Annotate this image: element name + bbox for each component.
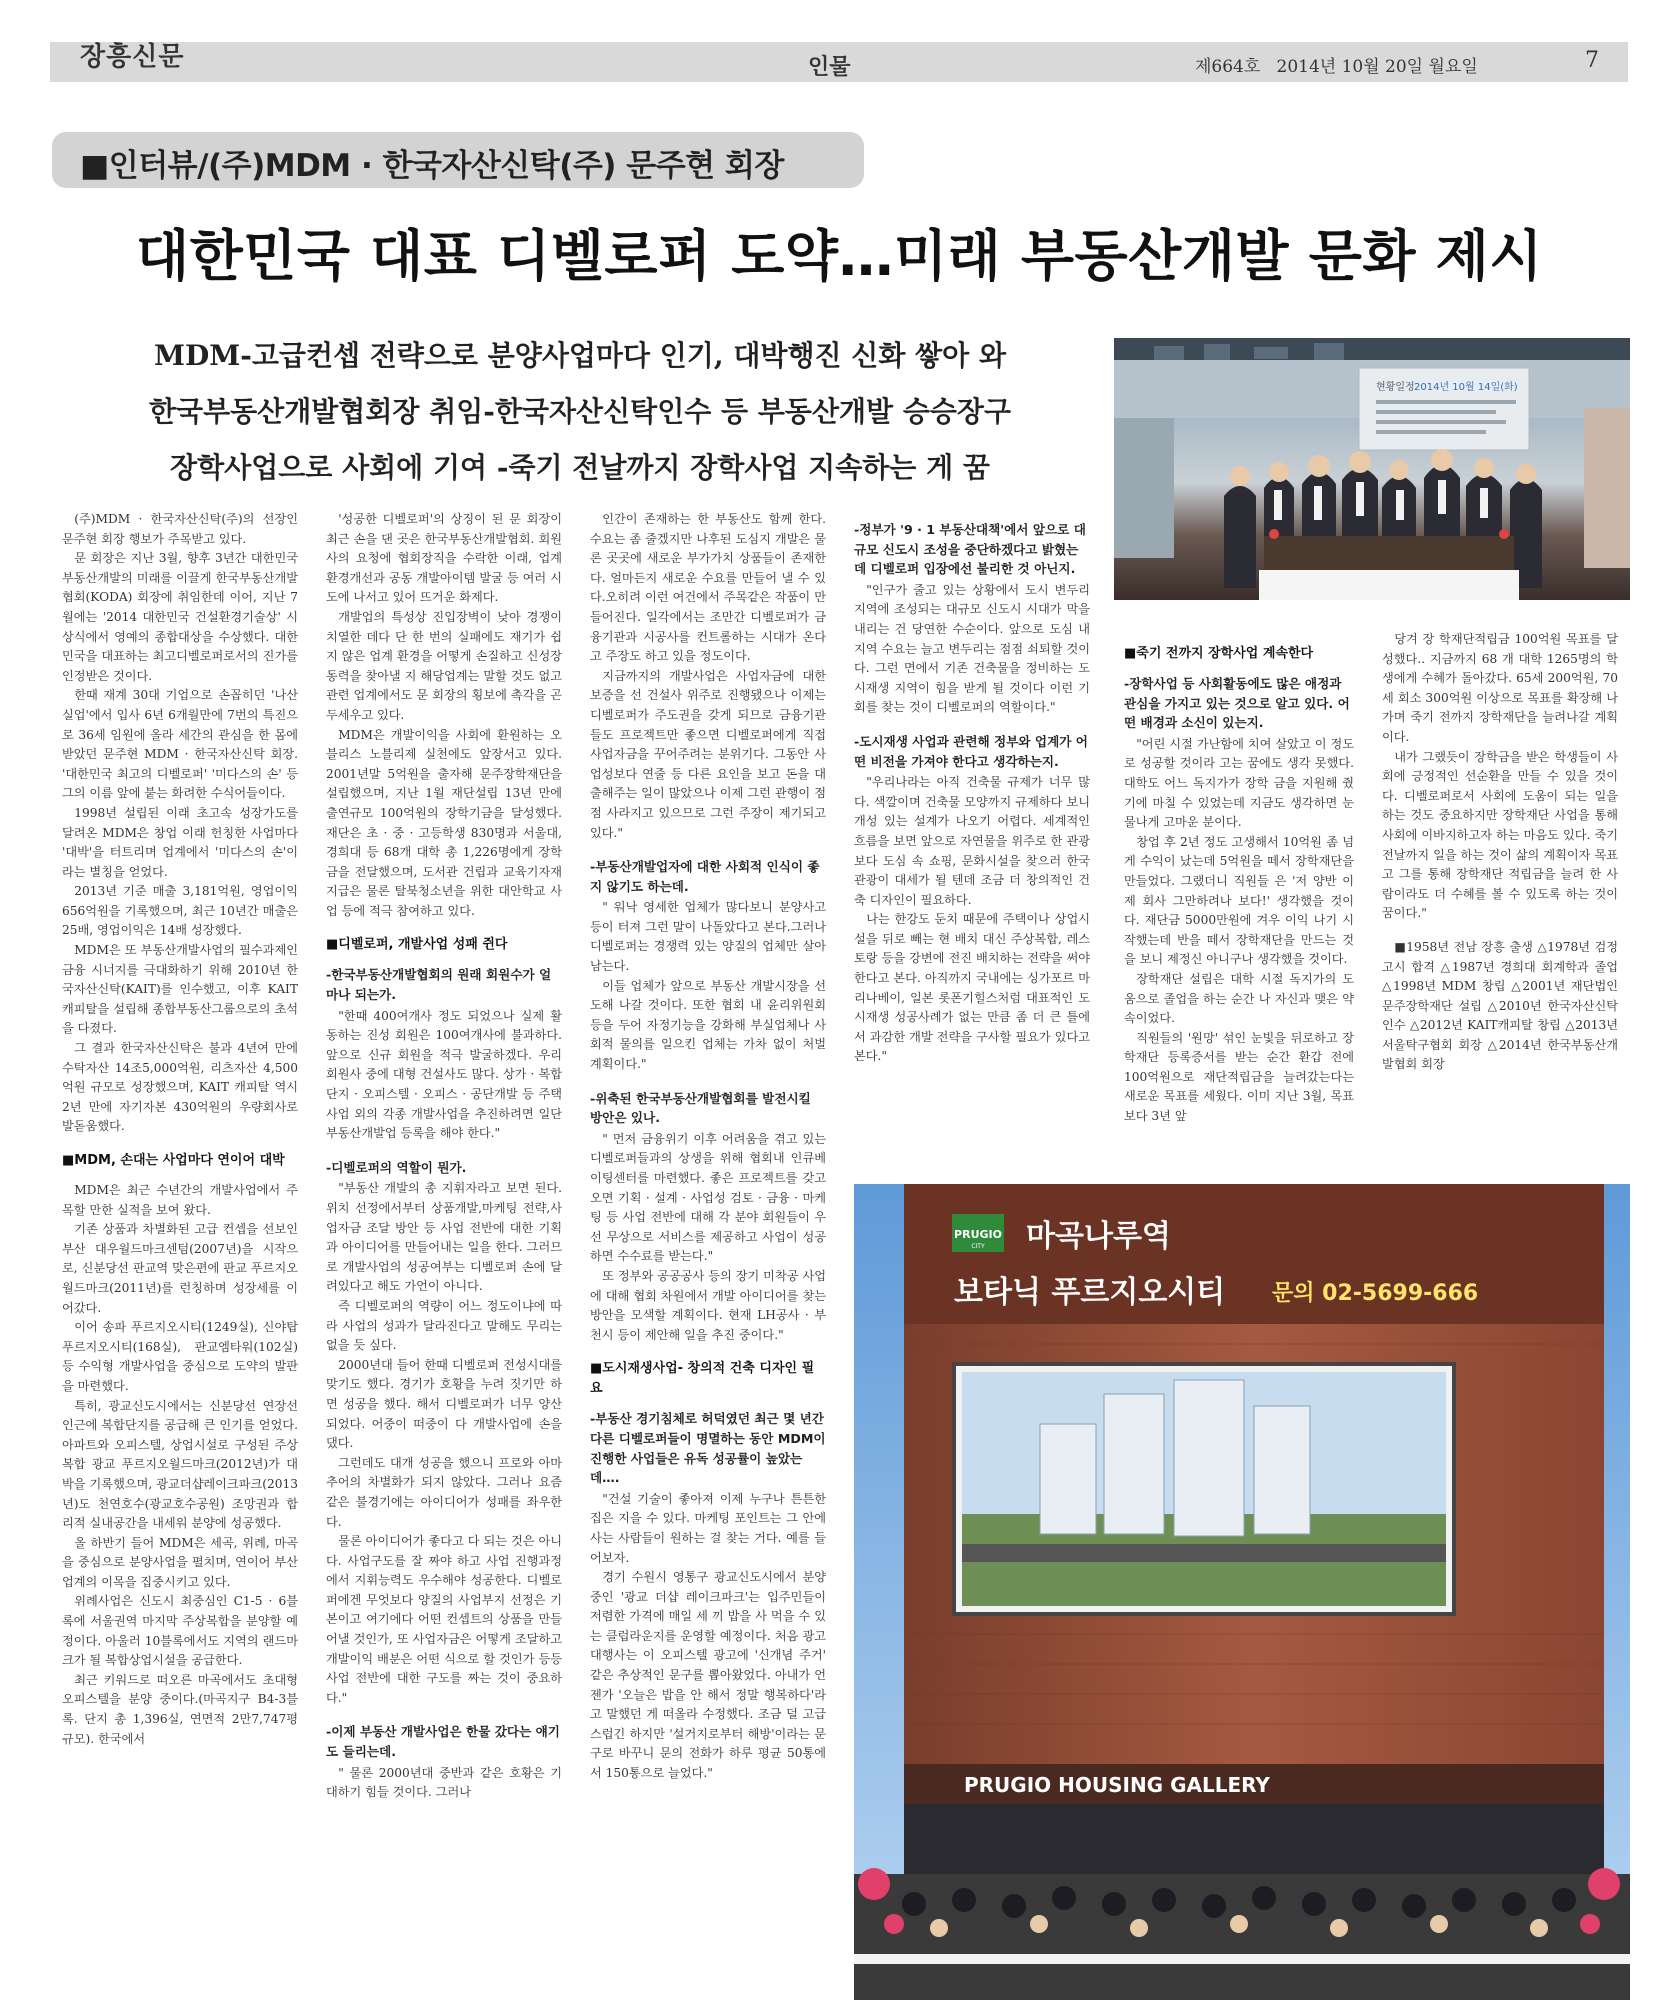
paragraph: MDM은 또 부동산개발사업의 필수과제인 금융 시너지를 극대화하기 위해 2010년 한국자산신탁(KAIT)를 인수했고, 이후 KAIT 캐피탈을 설립해 종합부동산그룹으로의 초석을 다졌다. [62, 943, 298, 1036]
svg-text:2014년 10월 14일(화): 2014년 10월 14일(화) [1414, 382, 1518, 393]
interview-question: -장학사업 등 사회활동에도 많은 애정과 관심을 가지고 있는 것으로 알고 있다. 어떤 배경과 소신이 있는지. [1124, 676, 1350, 731]
paragraph: 2013년 기준 매출 3,181억원, 영업이익 656억원을 기록했으며, 최근 10년간 매출은 25배, 영업이익은 14배 성장했다. [62, 884, 298, 938]
page-number: 7 [1585, 48, 1599, 73]
svg-text:문의 02-5699-666: 문의 02-5699-666 [1272, 1281, 1479, 1306]
article-column-5 [1124, 630, 1354, 1127]
paragraph: 특히, 광교신도시에서는 신분당선 연장선 인근에 복합단지를 공급해 큰 인기를 얻었다. 아파트와 오피스텔, 상업시설로 구성된 주상복합 광교 푸르지오월드마크(2012년)가 대박을 기록했으며, 광교더샵레이크파크(2013년)도 천연호수(광교호수공원) 조망권과 합리적 실내공간을 내세워 분양에 성공했다. [62, 1398, 298, 1531]
interview-question: -디벨로퍼의 역할이 뭔가. [326, 1159, 467, 1175]
paragraph: 개발업의 특성상 진입장벽이 낮아 경쟁이 치열한 데다 단 한 번의 실패에도 재기가 쉽지 않은 업계 환경을 어떻게 손질하고 신성장동력을 찾아낼 지 해당업계는 말할 것도 없고 관련 업계에서도 문 회장의 횡보에 촉각을 곤두세우고 있다. [326, 609, 562, 722]
paragraph: 인간이 존재하는 한 부동산도 함께 한다. 수요는 좀 줄겠지만 나후된 도심지 개발은 물론 곳곳에 새로운 부가가치 상품들이 존재한다. 얼마든지 새로운 수요를 만들어 낼 수 있다.오히려 이런 여건에서 주목같은 작품이 만들어진다. 일각에서는 조만간 디벨로퍼가 금융기관과 시공사를 컨트롤하는 시대가 온다고 주장도 하고 있을 정도이다. [590, 512, 826, 664]
paragraph: 최근 키워드로 떠오른 마곡에서도 초대형 오피스텔을 분양 중이다.(마곡지구 B4-3블록. 단지 총 1,396실, 연면적 2만7,747평 규모). 한국에서 [62, 1672, 298, 1746]
paragraph: "우리나라는 아직 건축물 규제가 너무 많다. 색깔이며 건축물 모양까지 규제하다 보니 개성 있는 설계가 나오기 어렵다. 세계적인 흐름을 보면 앞으로 자연물을 위주로 한 관광보다 도심 속 쇼핑, 문화시설을 찾으러 한국 관광이 대세가 될 텐데 조금 더 창의적인 건축 디자인이 필요하다. [854, 775, 1090, 907]
subheadline-1: MDM-고급컨셉 전략으로 분양사업마다 인기, 대박행진 신화 쌓아 와 [153, 339, 1007, 372]
paragraph: 위례사업은 신도시 최중심인 C1-5 · 6블록에 서울권역 마지막 주상복합을 분양할 예정이다. 아울러 10블록에서도 지역의 랜드마크가 될 복합상업시설을 공급한다. [62, 1594, 298, 1668]
subheadline-3: 장학사업으로 사회에 기여 -죽기 전날까지 장학사업 지속하는 게 꿈 [170, 451, 990, 484]
paragraph: 한때 재계 30대 기업으로 손꼽히던 '나산실업'에서 입사 6년 6개월만에 7번의 특진으로 36세 임원에 올라 세간의 관심을 한 몸에 받았던 문주현 MDM · 한국자산신탁 회장. '대한민국 최고의 디벨로퍼' '미다스의 손' 등 그의 이름 앞에 붙는 화려한 수식어들이다. [62, 688, 298, 801]
svg-text:PRUGIO HOUSING GALLERY: PRUGIO HOUSING GALLERY [964, 1773, 1270, 1797]
article-column-2 [326, 510, 562, 1803]
paragraph: " 물론 2000년대 중반과 같은 호황은 기대하기 힘들 것이다. 그러나 [326, 1765, 562, 1800]
svg-text:PRUGIO: PRUGIO [954, 1228, 1002, 1241]
paragraph: 1998년 설립된 이래 초고속 성장가도를 달려온 MDM은 창업 이래 헌칭한 사업마다 '대박'을 터트리며 업계에서 '미다스의 손'이라는 별칭을 얻었다. [62, 805, 298, 879]
section-heading: ■디벨로퍼, 개발사업 성패 쥔다 [326, 937, 508, 953]
interview-question: -위축된 한국부동산개발협회를 발전시킬 방안은 있나. [590, 1090, 811, 1126]
article-column-6 [1382, 630, 1618, 1075]
interview-question: -도시재생 사업과 관련해 정부와 업계가 어떤 비전을 가져야 한다고 생각하는지. [854, 733, 1088, 769]
paragraph: MDM은 최근 수년간의 개발사업에서 주목할 만한 실적을 보여 왔다. [62, 1183, 298, 1217]
paragraph: 당겨 장 학재단적립금 100억원 목표를 달성했다.. 지금까지 68 개 대학 1265명의 학생에게 수혜가 돌아갔다. 65세 200억원, 70세 회소 300억원 이상으로 목표를 확장해 나 가며 죽기 전까지 장학재단을 늘려나갈 계획이다. [1382, 632, 1618, 744]
paragraph: " 워낙 영세한 업체가 많다보니 분양사고 등이 터져 그런 말이 나돌았다고 본다.그러나 디벨로퍼는 경쟁력 있는 양질의 업체만 살아남는다. [590, 900, 826, 974]
article-column-3 [590, 510, 826, 1784]
svg-text:보타닉 푸르지오시티: 보타닉 푸르지오시티 [954, 1275, 1226, 1310]
paragraph: 내가 그랬듯이 장학금을 받은 학생들이 사회에 긍정적인 선순환을 만들 수 있을 것이다. 디벨로퍼로서 사회에 도움이 되는 일을 하는 것도 중요하지만 장학재단 사업을 통해 사회에 이바지하고자 하는 마음도 있다. 죽기 전날까지 일을 하는 것이 삶의 계획이자 목표고 그를 통해 장학재단 적립금을 늘려 한 사람이라도 더 수혜를 볼 수 있도록 하는 것이 꿈이다." [1382, 749, 1618, 921]
paragraph: '성공한 디벨로퍼'의 상징이 된 문 회장이 최근 손을 댄 곳은 한국부동산개발협회. 회원사의 요청에 협회장직을 수락한 이래, 업계 환경개선과 공동 개발아이템 발굴 등 여러 시도에 나서고 있어 뜨거운 화제다. [326, 512, 562, 605]
section-name: 인물 [808, 55, 851, 80]
paragraph: 이들 업체가 앞으로 부동산 개발시장을 선도해 나갈 것이다. 또한 협회 내 윤리위원회 등을 두어 자정기능을 강화해 부실업체나 사회적 물의를 일으킨 업체는 가차 없이 처벌 계획이다." [590, 978, 826, 1072]
svg-text:CITY: CITY [971, 1243, 985, 1250]
paragraph: 물론 아이디어가 좋다고 다 되는 것은 아니다. 사업구도를 잘 짜야 하고 사업 진행과정에서 지휘능력도 우수해야 성공한다. 디벨로퍼에겐 무엇보다 양질의 사업부지 선정은 기본이고 여기에다 어떤 컨셉트의 상품을 만들어낼 것인가, 또 사업자금은 어떻게 조달하고 개발이익 배분은 어떤 식으로 할 것인가 등등 사업 전반에 대한 구도를 짜는 것이 중요하다." [326, 1534, 562, 1705]
interview-question: -부동산 경기침체로 허덕였던 최근 몇 년간 다른 디벨로퍼들이 명멸하는 동안 MDM이 진행한 사업들은 유독 성공률이 높았는데…. [590, 1411, 826, 1486]
interview-question: -한국부동산개발협회의 원래 회원수가 얼마나 되는가. [326, 967, 552, 1003]
biography: ■1958년 전남 장흥 출생 △1978년 검정고시 합격 △1987년 경희대 회계학과 졸업 △1998년 MDM 창립 △2001년 재단법인 문주장학재단 설립 △2010년 한국자산신탁 인수 △2012년 KAIT캐피탈 창립 △2013년 서울탁구협회 회장 △2014년 한국부동산개발협회 회장 [1382, 939, 1618, 1072]
interview-question: -정부가 '9 · 1 부동산대책'에서 앞으로 대규모 신도시 조성을 중단하겠다고 밝혔는데 디벨로퍼 입장에선 불리한 것 아닌지. [854, 522, 1086, 577]
ceremony-photo-image [1114, 338, 1630, 600]
paragraph: " 먼저 금융위기 이후 어려움을 겪고 있는 디벨로퍼들과의 상생을 위해 협회내 인큐베이팅센터를 마련했다. 좋은 프로젝트를 갖고 오면 기획 · 설계 · 사업성 검토 · 금융 · 마케팅 등 사업 전반에 대해 각 분야 회원들이 우선 무상으로 서비스를 제공하고 사업이 성공하면 수수료를 받는다." [590, 1131, 826, 1264]
section-heading: ■죽기 전까지 장학사업 계속한다 [1124, 646, 1314, 661]
paragraph: "인구가 줄고 있는 상황에서 도시 변두리 지역에 조성되는 대규모 신도시 시대가 막을 내리는 건 당연한 수순이다. 앞으로 도심 내 지역 수요는 늘고 변두리는 점점 쇠퇴할 것이다. 그런 면에서 기존 건축물을 정비하는 도시재생 지역이 힘을 받게 될 것이다 이런 기회를 찾는 것이 디벨로퍼의 역할이다." [854, 582, 1090, 715]
interview-tag [52, 132, 864, 188]
paragraph: "한때 400여개사 정도 되었으나 실제 활동하는 진성 회원은 100여개사에 불과하다. 앞으로 신규 회원을 적극 발굴하겠다. 우리 회원사 중에 대형 건설사도 많다. 상가 · 복합단지 · 오피스텔 · 오피스 · 공단개발 등 주택사업 외의 각종 개발사업을 추진하려면 일단 부동산개발업 등록을 해야 한다." [326, 1008, 562, 1141]
paragraph: 기존 상품과 차별화된 고급 컨셉을 선보인 부산 대우월드마크센텀(2007년)을 시작으로, 신분당선 판교역 맞은편에 판교 푸르지오 월드마크(2011년)를 런칭하며 성장세를 이어갔다. [62, 1222, 298, 1315]
interview-question: -이제 부동산 개발사업은 한물 갔다는 얘기도 들리는데. [326, 1724, 560, 1760]
paragraph: 올 하반기 들어 MDM은 세곡, 위례, 마곡을 중심으로 분양사업을 펼치며, 연이어 부산업계의 이목을 집중시키고 있다. [62, 1535, 298, 1589]
paragraph: 그 결과 한국자산신탁은 불과 4년여 만에 수탁자산 14조5,000억원, 리츠자산 4,500억원 규모로 성장했으며, KAIT 캐피탈 역시 2년 만에 자기자본 430억원의 우량회사로 발돋움했다. [62, 1041, 298, 1134]
paragraph: 경기 수원시 영통구 광교신도시에서 분양 중인 '광교 더샵 레이크파크'는 입주민들이 저렴한 가격에 매일 세 끼 밥을 사 먹을 수 있는 클럽라운지를 운영할 예정이다. 처음 광고대행사는 이 오피스텔 광고에 '신개념 주거' 같은 추상적인 문구를 뽑아왔었다. 아내가 언젠가 '오늘은 밥을 안 해서 정말 행복하다'라고 말했던 게 떠올라 수정했다. 조금 덜 고급스럽긴 하지만 '설거지로부터 해방'이라는 문구로 바꾸니 문의 전화가 하루 평균 50통에서 150통으로 늘었다." [590, 1570, 826, 1781]
subheadlines [60, 328, 1100, 496]
paragraph: "건설 기술이 좋아져 이제 누구나 튼튼한 집은 지을 수 있다. 마케팅 포인트는 그 안에 사는 사람들이 원하는 걸 찾는 거다. 예를 들어보자. [590, 1491, 826, 1565]
paragraph: 지금까지의 개발사업은 사업자금에 대한 보증을 선 건설사 위주로 진행됐으나 이제는 디벨로퍼가 주도권을 갖게 되므로 금융기관들도 프로젝트만 좋으면 디벨로퍼에게 직접 사업자금을 꾸어주려는 분위기다. 그동안 사업성보다 연줄 등 다른 요인을 보고 돈을 대출해주는 일이 많았으나 이제 그런 관행이 점점 사라지고 있으므로 그런 주장이 제기되고 있다." [590, 668, 826, 840]
paragraph: 장학재단 설립은 대학 시절 독지가의 도움으로 졸업을 하는 순간 나 자신과 맺은 약속이었다. [1124, 971, 1354, 1026]
article-column-1 [62, 510, 298, 1749]
building-photo-image [854, 1184, 1630, 2000]
interview-question: -부동산개발업자에 대한 사회적 인식이 좋지 않기도 하는데. [590, 859, 820, 894]
paragraph: (주)MDM · 한국자산신탁(주)의 선장인 문주현 회장 행보가 주목받고 있다. [62, 512, 298, 546]
paragraph: "어린 시절 가난함에 치여 살았고 이 정도로 성공할 것이라 고는 꿈에도 생각 못했다. 대학도 어느 독지가가 장학 금을 지원해 줬기에 마칠 수 있었는데 지금도 생각하면 눈물나게 고마운 분이다. [1124, 736, 1354, 830]
ceremony-photo [1114, 338, 1630, 600]
issue-info: 제664호 2014년 10월 20일 월요일 [1195, 57, 1478, 77]
paragraph: 2000년대 들어 한때 디벨로퍼 전성시대를 맞기도 했다. 경기가 호황을 누려 짓기만 하면 성공을 했다. 해서 디벨로퍼가 너무 양산되었다. 어중이 떠중이 다 개발사업에 손을 댔다. [326, 1357, 562, 1451]
section-heading: ■MDM, 손대는 사업마다 연이어 대박 [62, 1153, 285, 1168]
paragraph: 직원들의 '원망' 섞인 눈빛을 뒤로하고 장학재단 등록증서를 받는 순간 환갑 전에 100억원으로 재단적립금을 늘려갔는다는 새로운 목표를 세웠다. 이미 지난 3월, 목표보다 3년 앞 [1124, 1030, 1354, 1124]
paragraph: 나는 한강도 둔치 때문에 주택이나 상업시설을 뒤로 빼는 현 배치 대신 주상복합, 레스토랑 등을 강변에 전진 배치하는 전략을 써야 한다고 본다. 아직까지 국내에는 싱가포르 마리나베이, 일본 롯폰기힐스처럼 대표적인 도시재생 성공사례가 없는 만큼 좀 더 큰 틀에서 과감한 개발 전략을 구사할 필요가 있다고 본다." [854, 912, 1090, 1064]
paper-name: 장흥신문 [80, 42, 185, 72]
paragraph: MDM은 개발이익을 사회에 환원하는 오블리스 노블리제 실천에도 앞장서고 있다. 2001년말 5억원을 출자해 문주장학재단을 설립했으며, 지난 1월 재단설립 13년 만에 출연규모 100억원의 장학기금을 달성했다. 재단은 초 · 중 · 고등학생 830명과 서울대, 경희대 등 68개 대학 총 1,226명에게 장학금을 전달했으며, 도서관 건립과 교육기자재 지급은 물론 탈북청소년을 위한 대안학교 사업 등에 적극 참여하고 있다. [326, 727, 562, 918]
svg-text:현황일정: 현황일정 [1376, 382, 1415, 393]
paragraph: "부동산 개발의 총 지휘자라고 보면 된다. 위치 선정에서부터 상품개발,마케팅 전략,사업자금 조달 방안 등 사업 전반에 대한 기획과 아이디어를 만들어내는 일을 한다. 그러므로 개발사업의 성공여부는 디벨로퍼 손에 달려있다고 해도 가언이 아니다. [326, 1181, 562, 1294]
svg-text:마곡나루역: 마곡나루역 [1026, 1219, 1171, 1254]
paragraph: 즉 디벨로퍼의 역량이 어느 정도이냐에 따라 사업의 성과가 달라진다고 말해도 무리는 없을 듯 싶다. [326, 1298, 562, 1353]
headline: 대한민국 대표 디벨로퍼 도약…미래 부동산개발 문화 제시 [136, 224, 1543, 288]
building-photo [854, 1184, 1630, 2000]
paragraph: 이어 송파 푸르지오시티(1249실), 신야탑 푸르지오시티(168실), 판교엠타워(102실) 등 수익형 개발사업을 중심으로 도약의 발판을 마련했다. [62, 1320, 298, 1393]
paragraph: 또 정부와 공공공사 등의 장기 미착공 사업에 대해 협회 차원에서 개발 아이디어를 찾는 방안을 모색할 계획이다. 현재 LH공사 · 부천시 등이 제안해 일을 추진 중이다." [590, 1268, 826, 1342]
paragraph: 그런데도 대개 성공을 했으니 프로와 아마추어의 차별화가 되지 않았다. 그러나 요즘 같은 불경기에는 아이디어가 성패를 좌우한다. [326, 1455, 562, 1529]
subheadline-2: 한국부동산개발협회장 취임-한국자산신탁인수 등 부동산개발 승승장구 [148, 395, 1012, 428]
section-heading: ■도시재생사업- 창의적 건축 디자인 필요 [590, 1361, 815, 1397]
paragraph: 문 회장은 지난 3월, 향후 3년간 대한민국 부동산개발의 미래를 이끌게 한국부동산개발협회(KODA) 회장에 취임한데 이어, 지난 7월에는 '2014 대한민국 건설환경기술상' 시상식에서 영예의 종합대상을 수상했다. 대한민국을 대표하는 최고디벨로퍼로서의 진가를 인정받은 것이다. [62, 551, 298, 683]
article-column-4 [854, 510, 1090, 1067]
interview-tag-text: ■인터뷰/(주)MDM · 한국자산신탁(주) 문주현 회장 [80, 148, 784, 184]
paragraph: 창업 후 2년 정도 고생해서 10억원 좀 넘게 수익이 났는데 5억원을 떼서 장학재단을 만들었다. 그랬더니 직원들 은 '저 양반 이제 회사 그만하려나 보다!' 생각했을 것이다. 재단금 5000만원에 겨우 이익 나기 시작했는데 반을 떼서 장학재단을 만드는 것을 보니 제정신 아니구나 생각했을 것이다. [1124, 834, 1354, 967]
